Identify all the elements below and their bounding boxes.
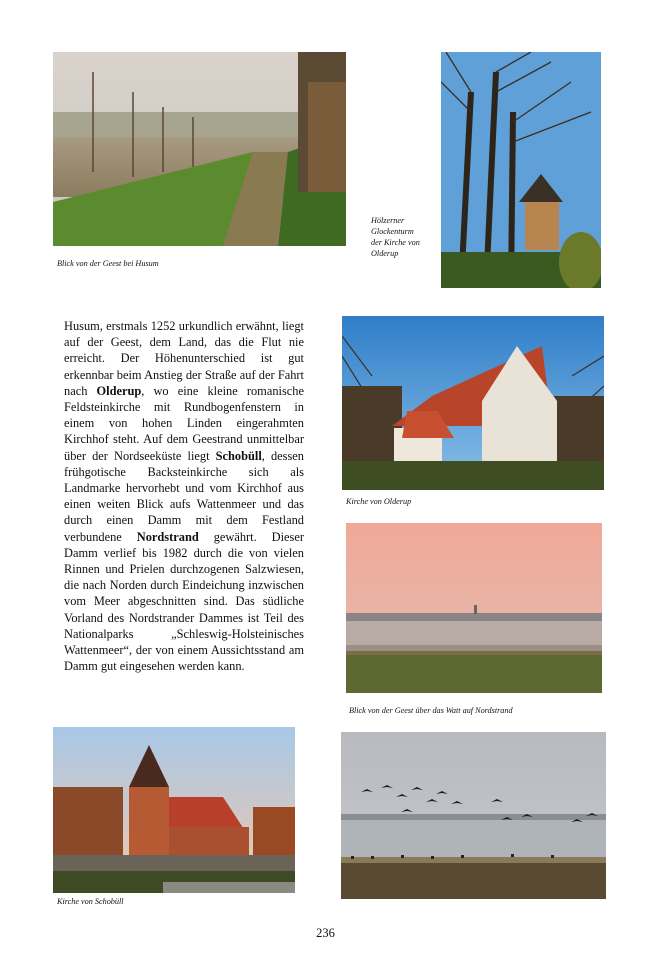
- body-text-part-4: gewährt. Dieser Damm verlief bis 1982 durch die von vielen Rinnen und Prielen durchzogenen Salzwiesen, die nach Norden durch Eindeichung inzwischen vom Meer abgeschnitten sind. Das südliche Vorland des Nordstrander Dammes ist Teil des Nationalparks „Schleswig-Holsteinisches Wattenmeer“, der von einem Aussichtsstand am Damm gut eingesehen werden kann.: [64, 529, 304, 674]
- caption-glockenturm: [371, 215, 420, 259]
- body-text-part-2: , wo eine kleine romanische Feldsteinkirche mit Rundbogenfenstern in einem von hohen Linden eingerahmten Kirchhof steht. Auf dem Geestrand unmittelbar über der Nordseeküste liegt: [64, 383, 304, 463]
- place-olderup: Olderup: [96, 383, 142, 398]
- body-text-part-3: , dessen frühgotische Backsteinkirche sich als Landmarke hervorhebt und vom Kirchhof aus einen weiten Blick aufs Wattenmeer und das durch einen Damm mit dem Festland verbundene: [64, 448, 304, 544]
- photo-kirche-olderup: [342, 316, 604, 490]
- caption-glockenturm-line-3: der Kirche von: [371, 238, 420, 247]
- photo-watt-voegel: [341, 732, 606, 899]
- body-text: [64, 318, 304, 674]
- photo-kirche-schobuell: [53, 727, 295, 893]
- body-text-part-1: Husum, erstmals 1252 urkundlich erwähnt, liegt auf der Geest, dem Land, das die Flut nie erreicht. Der Höhenunterschied ist gut erkennbar beim Anstieg der Straße auf der Fahrt nach: [64, 319, 304, 398]
- photo-geest-husum: [53, 52, 346, 246]
- caption-glockenturm-line-1: Hölzerner: [371, 216, 405, 225]
- photo-watt-nordstrand: [346, 523, 602, 693]
- place-nordstrand: Nordstrand: [136, 529, 199, 544]
- caption-glockenturm-line-4: Olderup: [371, 249, 399, 258]
- caption-glockenturm-line-2: Glockenturm: [371, 227, 414, 236]
- caption-kirche-schobuell: Kirche von Schobüll: [57, 897, 124, 906]
- page-number: 236: [316, 926, 335, 940]
- caption-kirche-olderup: Kirche von Olderup: [346, 497, 412, 506]
- caption-watt-nordstrand: Blick von der Geest über das Watt auf Nordstrand: [349, 706, 513, 715]
- caption-geest-husum: Blick von der Geest bei Husum: [57, 259, 159, 268]
- place-schobuell: Schobüll: [215, 448, 262, 463]
- photo-glockenturm: [441, 52, 601, 288]
